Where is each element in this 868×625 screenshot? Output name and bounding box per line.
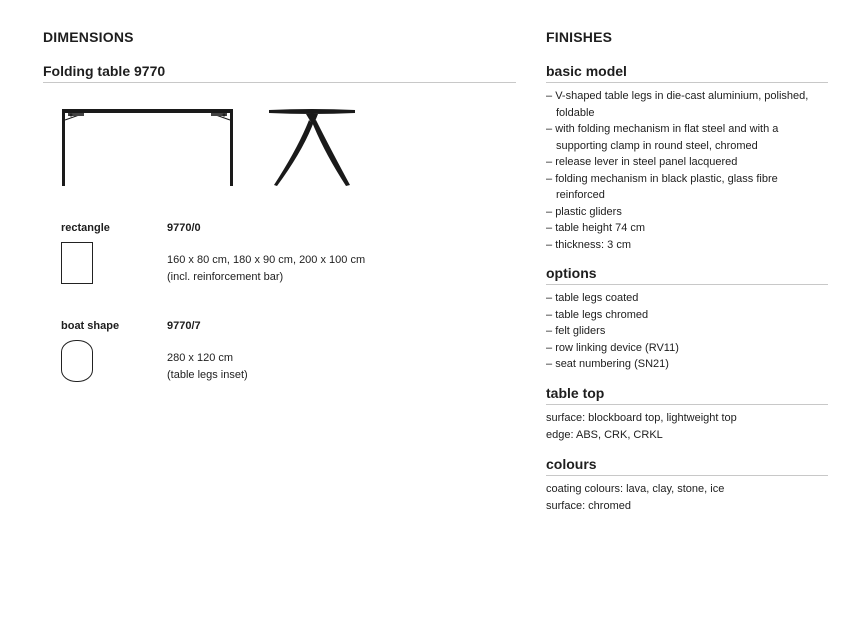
list-item: – folding mechanism in black plastic, glass fibre reinforced [546,171,828,204]
list-item: – thickness: 3 cm [546,237,828,254]
basic-model-section [546,62,828,253]
colours-title: colours [546,455,828,476]
variant-note: (table legs inset) [167,369,248,381]
finishes-heading: FINISHES [546,29,613,45]
list-item: – seat numbering (SN21) [546,356,828,373]
list-item: – table legs coated [546,290,828,307]
variant-note: (incl. reinforcement bar) [167,271,284,283]
variant-code: 9770/7 [167,320,201,332]
finishes-column [546,27,828,515]
table-top-title: table top [546,384,828,405]
variant-label: boat shape [61,320,120,332]
front-view-drawing [60,108,235,190]
list-item: – with folding mechanism in flat steel and with a supporting clamp in round steel, chromed [546,121,828,154]
options-list [546,290,828,373]
variant-description [167,350,248,384]
rectangle-shape-icon [61,242,93,284]
basic-model-list [546,88,828,253]
colours-section [546,455,828,515]
table-drawings [43,83,516,193]
list-item: – table legs chromed [546,307,828,324]
table-top-details [546,410,828,444]
options-section [546,264,828,373]
table-top-edge: edge: ABS, CRK, CRKL [546,428,663,441]
variant-sizes: 160 x 80 cm, 180 x 90 cm, 200 x 100 cm [167,254,366,266]
list-item: – row linking device (RV11) [546,340,828,357]
coating-colours: coating colours: lava, clay, stone, ice [546,482,725,495]
basic-model-title: basic model [546,62,828,83]
table-top-section [546,384,828,444]
variant-label: rectangle [61,222,110,234]
dimensions-column [43,27,516,381]
colours-details [546,481,828,515]
variant-sizes: 280 x 120 cm [167,352,234,364]
options-title: options [546,264,828,285]
variant-code: 9770/0 [167,222,201,234]
variant-description [167,252,365,286]
dimensions-heading: DIMENSIONS [43,29,134,45]
table-top-surface: surface: blockboard top, lightweight top [546,411,737,424]
side-view-drawing [268,108,356,190]
list-item: – felt gliders [546,323,828,340]
surface-colour: surface: chromed [546,499,631,512]
list-item: – table height 74 cm [546,220,828,237]
list-item: – plastic gliders [546,204,828,221]
boat-shape-icon [61,340,93,382]
list-item: – V-shaped table legs in die-cast aluminium, polished, foldable [546,88,828,121]
list-item: – release lever in steel panel lacquered [546,154,828,171]
product-title: Folding table 9770 [43,62,516,83]
